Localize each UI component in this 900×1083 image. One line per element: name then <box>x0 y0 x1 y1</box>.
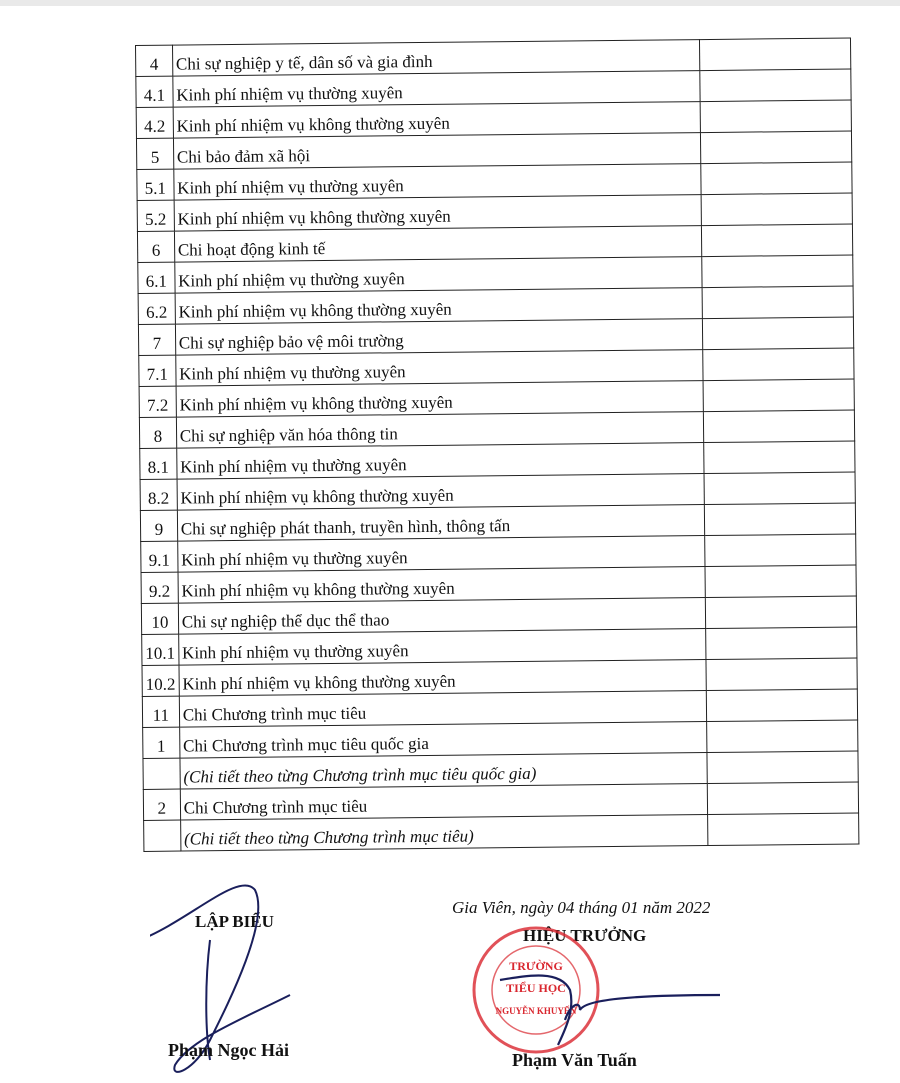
row-amount-cell <box>700 100 851 133</box>
row-number: 10.1 <box>142 634 179 665</box>
row-number: 11 <box>142 696 179 727</box>
row-amount-cell <box>707 813 858 846</box>
svg-text:NGUYỄN KHUYẾN: NGUYỄN KHUYẾN <box>495 1006 577 1016</box>
row-number: 2 <box>143 789 180 820</box>
row-amount-cell <box>701 224 852 257</box>
row-amount-cell <box>704 503 855 536</box>
row-item-name: Chi Chương trình mục tiêu <box>179 691 706 728</box>
row-item-name: Chi sự nghiệp bảo vệ môi trường <box>175 319 702 356</box>
row-item-name: Kinh phí nhiệm vụ không thường xuyên <box>175 288 702 325</box>
row-item-name: Chi sự nghiệp văn hóa thông tin <box>176 412 703 449</box>
row-item-name: Kinh phí nhiệm vụ thường xuyên <box>175 350 702 387</box>
row-item-name: Kinh phí nhiệm vụ thường xuyên <box>176 443 703 480</box>
top-edge <box>0 0 900 6</box>
row-item-name: Kinh phí nhiệm vụ không thường xuyên <box>174 195 701 232</box>
row-item-name: Kinh phí nhiệm vụ thường xuyên <box>175 257 702 294</box>
row-number: 9.1 <box>141 541 178 572</box>
row-number: 9.2 <box>141 572 178 603</box>
row-item-name: Kinh phí nhiệm vụ không thường xuyên <box>178 567 705 604</box>
signing-date: Gia Viên, ngày 04 tháng 01 năm 2022 <box>452 898 711 917</box>
row-item-name: Kinh phí nhiệm vụ không thường xuyên <box>177 474 704 511</box>
principal-signature <box>470 950 800 1060</box>
row-amount-cell <box>699 38 850 71</box>
row-amount-cell <box>705 627 856 660</box>
row-item-name: Kinh phí nhiệm vụ thường xuyên <box>173 71 700 108</box>
principal-title: HIỆU TRƯỞNG <box>523 926 647 945</box>
row-number <box>144 820 181 851</box>
row-amount-cell <box>701 162 852 195</box>
row-amount-cell <box>700 69 851 102</box>
row-number: 7.2 <box>139 386 176 417</box>
row-number <box>143 758 180 789</box>
row-number: 9 <box>140 510 177 541</box>
row-item-name: Kinh phí nhiệm vụ không thường xuyên <box>173 102 700 139</box>
row-item-name: Kinh phí nhiệm vụ thường xuyên <box>178 629 705 666</box>
row-item-name: Kinh phí nhiệm vụ thường xuyên <box>177 536 704 573</box>
row-number: 4.1 <box>136 76 173 107</box>
row-number: 4.2 <box>136 107 173 138</box>
row-item-name: Chi sự nghiệp phát thanh, truyền hình, thông tấn <box>177 505 704 542</box>
row-amount-cell <box>702 317 853 350</box>
row-item-name: Kinh phí nhiệm vụ thường xuyên <box>174 164 701 201</box>
row-number: 6 <box>137 231 174 262</box>
row-amount-cell <box>706 689 857 722</box>
row-amount-cell <box>702 348 853 381</box>
row-amount-cell <box>706 720 857 753</box>
row-amount-cell <box>703 441 854 474</box>
budget-table <box>135 38 859 852</box>
row-number: 8 <box>139 417 176 448</box>
row-amount-cell <box>703 379 854 412</box>
row-number: 6.2 <box>138 293 175 324</box>
row-number: 10.2 <box>142 665 179 696</box>
row-item-name: Chi Chương trình mục tiêu quốc gia <box>179 722 706 759</box>
row-number: 1 <box>143 727 180 758</box>
row-item-name: Chi sự nghiệp thể dục thể thao <box>178 598 705 635</box>
svg-text:TRƯỜNG: TRƯỜNG <box>509 959 563 973</box>
row-number: 8.2 <box>140 479 177 510</box>
row-amount-cell <box>702 286 853 319</box>
row-amount-cell <box>705 565 856 598</box>
row-number: 10 <box>141 603 178 634</box>
row-item-name: Chi sự nghiệp y tế, dân số và gia đình <box>172 40 699 77</box>
row-number: 4 <box>136 45 173 76</box>
row-number: 7 <box>138 324 175 355</box>
principal-name: Phạm Văn Tuấn <box>512 1050 637 1070</box>
row-amount-cell <box>704 534 855 567</box>
svg-text:TIỂU HỌC: TIỂU HỌC <box>506 981 566 995</box>
row-item-name: Kinh phí nhiệm vụ không thường xuyên <box>179 660 706 697</box>
row-number: 8.1 <box>140 448 177 479</box>
row-item-name: (Chi tiết theo từng Chương trình mục tiêu) <box>180 815 707 852</box>
row-amount-cell <box>707 782 858 815</box>
preparer-name: Phạm Ngọc Hải <box>168 1040 289 1060</box>
row-amount-cell <box>707 751 858 784</box>
row-item-name: Chi bảo đảm xã hội <box>173 133 700 170</box>
row-number: 6.1 <box>138 262 175 293</box>
row-number: 5.2 <box>137 200 174 231</box>
row-item-name: Kinh phí nhiệm vụ không thường xuyên <box>176 381 703 418</box>
row-item-name: Chi hoạt động kinh tế <box>174 226 701 263</box>
row-number: 5 <box>136 138 173 169</box>
row-number: 7.1 <box>139 355 176 386</box>
row-amount-cell <box>706 658 857 691</box>
row-number: 5.1 <box>137 169 174 200</box>
row-item-name: Chi Chương trình mục tiêu <box>180 784 707 821</box>
row-amount-cell <box>701 193 852 226</box>
row-amount-cell <box>701 255 852 288</box>
row-amount-cell <box>700 131 851 164</box>
preparer-title: LẬP BIỂU <box>195 912 274 931</box>
row-amount-cell <box>705 596 856 629</box>
row-item-name: (Chi tiết theo từng Chương trình mục tiêu quốc gia) <box>180 753 707 790</box>
row-amount-cell <box>703 410 854 443</box>
row-amount-cell <box>704 472 855 505</box>
